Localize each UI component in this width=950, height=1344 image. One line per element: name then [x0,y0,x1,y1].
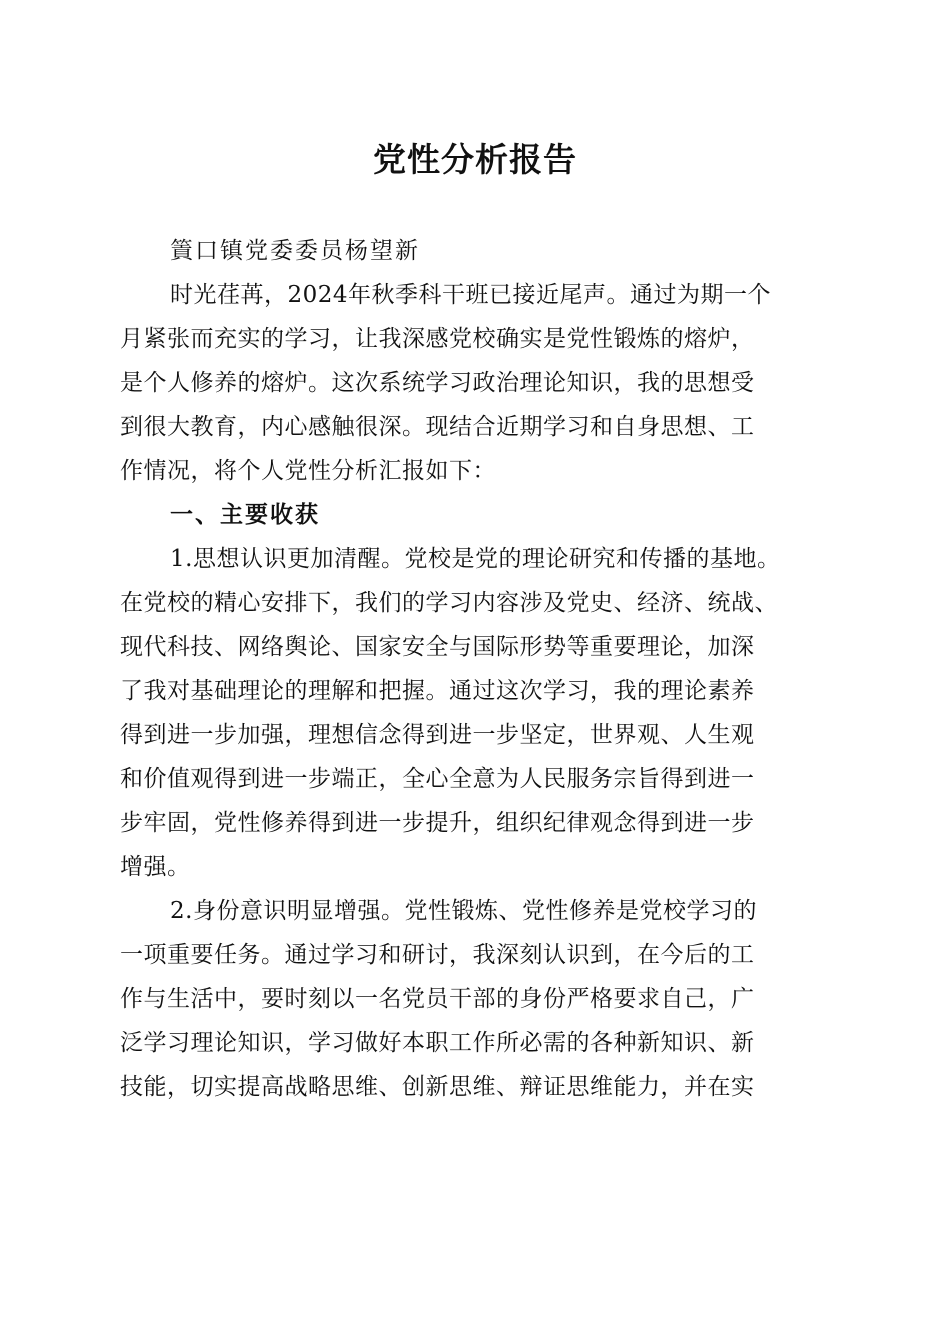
document-body [120,229,832,1109]
point-line: 现代科技、网络舆论、国家安全与国际形势等重要理论，加深 [120,634,755,660]
point-line: 技能，切实提高战略思维、创新思维、辩证思维能力，并在实 [120,1074,755,1100]
point-line: 一项重要任务。通过学习和研讨，我深刻认识到，在今后的工 [120,942,755,968]
point-line: 和价值观得到进一步端正，全心全意为人民服务宗旨得到进一 [120,766,755,792]
section-heading: 一、主要收获 [170,502,320,528]
point-line: 在党校的精心安排下，我们的学习内容涉及党史、经济、统战、 [120,590,778,616]
point-line: 作与生活中，要时刻以一名党员干部的身份严格要求自己，广 [120,986,755,1012]
point-line: 泛学习理论知识，学习做好本职工作所必需的各种新知识、新 [120,1030,755,1056]
point-line: 步牢固，党性修养得到进一步提升，组织纪律观念得到进一步 [120,810,755,836]
page-title: 党性分析报告 [373,140,577,179]
intro-line: 月紧张而充实的学习，让我深感党校确实是党性锻炼的熔炉， [120,326,755,352]
author-line: 篢口镇党委委员杨望新 [170,238,420,264]
point-line: 得到进一步加强，理想信念得到进一步坚定，世界观、人生观 [120,722,755,748]
intro-line: 到很大教育，内心感触很深。现结合近期学习和自身思想、工 [120,414,755,440]
intro-line: 作情况，将个人党性分析汇报如下： [120,458,496,484]
intro-line: 时光荏苒，2024年秋季科干班已接近尾声。通过为期一个 [170,282,772,308]
intro-line: 是个人修养的熔炉。这次系统学习政治理论知识，我的思想受 [120,370,755,396]
point-line: 了我对基础理论的理解和把握。通过这次学习，我的理论素养 [120,678,755,704]
point-line: 1.思想认识更加清醒。党校是党的理论研究和传播的基地。 [170,546,781,572]
point-line: 2.身份意识明显增强。党性锻炼、党性修养是党校学习的 [170,898,757,924]
point-line: 增强。 [120,854,191,880]
